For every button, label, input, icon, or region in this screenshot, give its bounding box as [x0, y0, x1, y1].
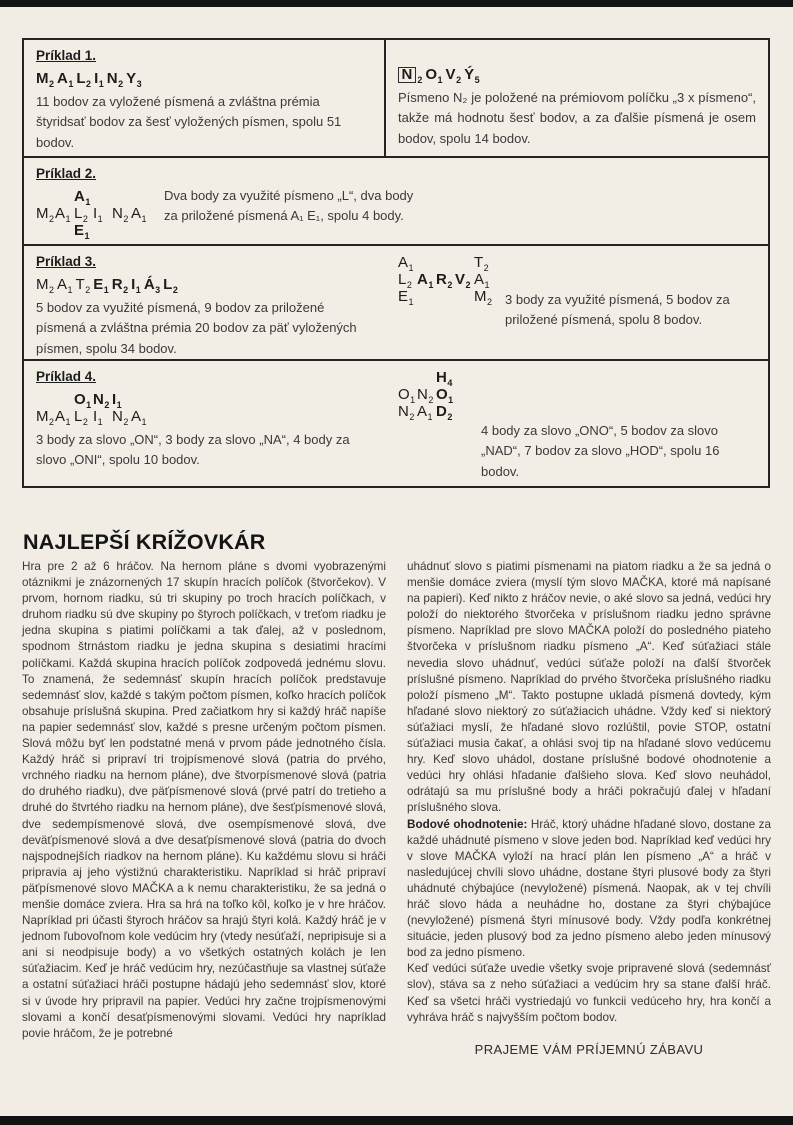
- example-2-text: Dva body za využité písmeno „L“, dva body za priložené písmená A₁ E₁, spolu 4 body.: [164, 188, 414, 224]
- example-row-3: [24, 246, 768, 361]
- letter-tile: $N_2$: [417, 386, 434, 405]
- example-1-left-word-tiles: [36, 70, 372, 87]
- examples-table: [22, 38, 770, 488]
- article-left-paragraph: Hra pre 2 až 6 hráčov. Na hernom pláne s dvomi vyobrazenými otáznikmi je znázornených 17 skupín hracích políčok (štvorčekov). V prvom, hornom riadku, sú tri skupiny po troch hracích políčkach, v druhom riadku sú dve skupiny po štyroch políčkach, v treťom riadku je jedna skupina s piatimi políčkami a tak ďalej, až v poslednom, spodnom štrnástom riadku je jedna skupina s desiatimi hracími políčkami. Každá skupina hracích políčok zodpovedá jednému slovu. To znamená, že sedemnásť skupín hracích políčok predstavuje sedemnásť slov, každé s takým počtom písmen, koľko hracích políčok obsahuje príslušná skupina. Pred začiatkom hry si každý hráč napíše na papier sedemnásť slov, každé s presne určeným počtom písmen. Slová môžu byť len podstatné mená v prvom páde jednotného čísla. Každý hráč si pripraví tri trojpísmenové slová (patria do prvého, vrchného riadku na hernom pláne), dve štvorpísmenové slová (patria do druhého riadku), dve päťpísmenové slová (prvé patrí do tretieho a druhé do štvrtého riadku na hernom pláne), dve šesťpísmenové slová, dve sedempísmenové slová, dve osempísmenové slová, dve deväťpísmenové slová a dve desaťpísmenové slová (patria do dvoch najspodnejších riadkov na hernom pláne). Ku každému slovu si hráči pripravia aj jeho výstižnú charakteristiku. Napríklad si hráč pripraví päťpísmenové slovo MAČKA a k nemu charakteristiku, že sa jedná o menšie domáce zviera. Hra sa hrá na toľko kôl, koľko je v hre hráčov. Napríklad pri účasti štyroch hráčov sa hrajú štyri kolá. Každý hráč je v jednom ľubovoľnom kole vedúcim hry (vtedy nesúťaží, nepripisuje si a ani si neodpisuje body) a vo všetkých ostatných kolách je len súťažiacim. Keď je hráč vedúcim hry, nezúčastňuje sa vlastnej súťaže a ostatní súťažiaci hráči postupne hádajú jeho sedemnásť slov, ktoré si v úvode hry pripravil na papier. Vedúci hry začne trojpísmenovými slovami a končí desaťpísmenovými slovami. Vedúci hry napríklad povie hráčom, že je potrebné: [22, 560, 386, 1040]
- letter-tile: $T_2$: [75, 276, 91, 295]
- letter-tile: $M_2$: [36, 70, 55, 89]
- example-3-left-text: 5 bodov za využité písmená, 9 bodov za priložené písmená a zvláštna prémia 20 bodov za päť vyložených písmen, spolu 34 bodov.: [36, 300, 357, 356]
- tile-row: [398, 66, 756, 83]
- letter-tile: $M_2$: [474, 288, 493, 307]
- letter-tile: $O_1$: [74, 391, 92, 410]
- tile-row: [36, 391, 374, 408]
- letter-tile: $I_1$: [93, 408, 103, 427]
- letter-tile: $L_2$: [163, 276, 178, 295]
- letter-tile: $M_2$: [36, 205, 55, 224]
- letter-tile: $I_1$: [94, 70, 104, 89]
- letter-tile: $N_2$: [106, 70, 124, 89]
- example-1-right-cell: [386, 40, 768, 156]
- letter-tile: $L_2$: [398, 271, 412, 290]
- letter-tile: $N_2$: [112, 205, 129, 224]
- example-4-left-text: 3 body za slovo „ON“, 3 body za slovo „NA“, 4 body za slovo „ONI“, spolu 10 bodov.: [36, 432, 350, 468]
- article-right-column: [407, 559, 771, 1058]
- closing-wish-line: PRAJEME VÁM PRÍJEMNÚ ZÁBAVU: [474, 1041, 704, 1057]
- article-right-paragraph-1: uhádnuť slovo s piatimi písmenami na piatom riadku a že sa jedná o menšie domáce zviera (myslí tým slovo MAČKA, ktoré má napísané na papieri). Keď nikto z hráčov nevie, o aké slovo sa jedná, vedúci hry položí do niektorého štvorčeka v príslušnom riadku jedno správne písmeno. Napríklad pre slovo MAČKA položí do posledného piateho štvorčeka v príslušnom riadku písmeno „A“. Keď súťažiaci stále nevedia slovo uhádnuť, vedúci súťaže položí na ďalší štvorček príslušné písmeno. Napríklad do prvého štvorčeka príslušného riadku položí písmeno „M“. Takto postupne ukladá písmená dovtedy, kým hľadané slovo niektorý zo súťažiacich uhádne. Vždy keď si niektorý súťažiaci myslí, že hľadané slovo rozlúštil, povie STOP, ostatní súťažiaci musia čakať, a ohlási svoj tip na hľadané slovo vedúcemu hry. Keď slovo uhádol, dostane príslušné bodové ohodnotenie a vedúci hry ohlási hľadanie ďalšieho slova. Keď slovo neuhádol, odrátajú sa mu príslušné body a hráči pokračujú ďalej v hľadaní príslušného slova.: [407, 560, 771, 815]
- letter-tile: $E_1$: [93, 276, 109, 295]
- tile-row: [36, 408, 374, 425]
- letter-tile: $Ý_5$: [464, 66, 480, 85]
- letter-tile: $A_1$: [74, 188, 91, 207]
- letter-tile: $A_1$: [417, 271, 434, 290]
- tile-row: [398, 403, 455, 420]
- example-4-right-text: 4 body za slovo „ONO“, 5 bodov za slovo „NAD“, 7 bodov za slovo „HOD“, spolu 16 bodov.: [481, 423, 720, 479]
- example-3-left-word-tiles: [36, 276, 374, 293]
- letter-tile: $A_1$: [417, 403, 433, 422]
- example-4-left-tile-grid: [36, 391, 374, 425]
- letter-tile: $O_1$: [398, 386, 416, 405]
- letter-tile: $M_2$: [36, 408, 55, 427]
- tile-row: [36, 70, 372, 87]
- letter-tile: $O_1$: [425, 66, 443, 85]
- example-1-right-text: Písmeno N₂ je položené na prémiovom políčku „3 x písmeno“, takže má hodnotu šesť bodov, a za ďalšie písmená je osem bodov, spolu 14 bodov.: [398, 90, 756, 146]
- tile-row: [398, 271, 493, 288]
- example-3-right-tile-grid: [398, 254, 493, 305]
- letter-tile: $L_2$: [74, 205, 88, 224]
- letter-tile: $H_4$: [436, 369, 453, 388]
- tile-row: [398, 386, 455, 403]
- example-3-left-cell: [24, 246, 386, 359]
- example-1-left-cell: [24, 40, 386, 156]
- article-right-paragraph-3: Keď vedúci súťaže uvedie všetky svoje pripravené slová (sedemnásť slov), stáva sa z neho súťažiaci a vedúcim hry sa stane ďalší hráč. Keď sa všetci hráči vystriedajú vo funkcii vedúceho hry, hra končí a vyhráva hráč s najvyšším počtom bodov.: [407, 962, 771, 1024]
- example-2-cell: [24, 158, 768, 244]
- letter-tile: $L_2$: [74, 408, 88, 427]
- scan-edge-bottom-bar: [0, 1116, 793, 1125]
- example-4-title: Príklad 4.: [36, 369, 97, 384]
- letter-tile: $A_1$: [55, 205, 71, 224]
- example-1-title: Príklad 1.: [36, 48, 97, 63]
- example-3-title: Príklad 3.: [36, 254, 97, 269]
- example-2-title: Príklad 2.: [36, 166, 97, 181]
- example-4-left-cell: [24, 361, 386, 486]
- letter-tile: $E_1$: [74, 222, 90, 241]
- tile-row: [36, 276, 374, 293]
- scoring-lead-label: Bodové ohodnotenie:: [407, 817, 528, 831]
- letter-tile: $R_2$: [111, 276, 129, 295]
- letter-tile: $T_2$: [474, 254, 489, 273]
- example-4-right-cell: [386, 361, 768, 486]
- example-row-1: [24, 40, 768, 158]
- example-1-right-word-tiles: [398, 66, 756, 83]
- letter-tile: $I_1$: [131, 276, 141, 295]
- letter-tile: $M_2$: [36, 276, 55, 295]
- scan-edge-top-bar: [0, 0, 793, 7]
- tile-row: [398, 288, 493, 305]
- tile-row: [398, 369, 455, 386]
- letter-tile: $A_1$: [398, 254, 414, 273]
- letter-tile: $A_1$: [131, 205, 147, 224]
- letter-tile: N $_2$: [398, 66, 422, 89]
- example-3-right-cell: [386, 246, 768, 359]
- letter-tile: $Á_3$: [143, 276, 161, 295]
- letter-tile: $A_1$: [55, 408, 71, 427]
- scoring-text: Hráč, ktorý uhádne hľadané slovo, dostane za každé uhádnuté písmeno v slove jeden bod. Napríklad keď vedúci hry v slove MAČKA vyloží na hrací plán len písmeno „A“ a hráč v nasledujúcej chvíli slovo uhádne, dostane štyri plusové body za štyri uhádnuté chýbajúce (nevyložené) písmená. Naopak, ak v tej chvíli hráč slovo háda a neuhádne ho, dostane za štyri chýbajúce (nevyložené) písmená štyri mínusové body. Vždy podľa konkrétnej situácie, jeden plusový bod za jedno písmeno alebo jeden mínusový bod za jedno písmeno.: [407, 817, 771, 960]
- example-1-left-text: 11 bodov za vyložené písmená a zvláštna prémia štyridsať bodov za šesť vyložených písmen, spolu 51 bodov.: [36, 94, 342, 150]
- example-3-right-text: 3 body za využité písmená, 5 bodov za priložené písmená, spolu 8 bodov.: [505, 292, 730, 328]
- letter-tile: $I_1$: [112, 391, 122, 410]
- letter-tile: $A_1$: [474, 271, 490, 290]
- example-4-right-tile-grid: [398, 369, 455, 420]
- letter-tile: $N_2$: [112, 408, 129, 427]
- letter-tile: $A_1$: [57, 276, 73, 295]
- tile-row: [36, 205, 150, 222]
- article-left-column: [22, 559, 386, 1058]
- letter-tile: $D_2$: [436, 403, 453, 422]
- article-right-paragraph-2: [407, 817, 771, 962]
- tile-row: [36, 188, 150, 205]
- letter-tile: $A_1$: [131, 408, 147, 427]
- letter-tile: $O_1$: [436, 386, 454, 405]
- letter-tile: $N_2$: [93, 391, 110, 410]
- tile-row: [398, 254, 493, 271]
- letter-tile: $E_1$: [398, 288, 414, 307]
- example-2-tile-grid: [36, 188, 150, 239]
- letter-tile: $I_1$: [93, 205, 103, 224]
- article-columns: [22, 559, 771, 1058]
- letter-tile: $R_2$: [436, 271, 453, 290]
- example-row-2: [24, 158, 768, 246]
- example-row-4: [24, 361, 768, 486]
- letter-tile: $A_1$: [57, 70, 74, 89]
- letter-tile: $V_2$: [445, 66, 462, 85]
- letter-tile: $Y_3$: [126, 70, 142, 89]
- letter-tile: $L_2$: [76, 70, 92, 89]
- letter-tile: $N_2$: [398, 403, 415, 422]
- letter-tile: $V_2$: [455, 271, 471, 290]
- article-heading: NAJLEPŠÍ KRÍŽOVKÁR: [23, 530, 266, 554]
